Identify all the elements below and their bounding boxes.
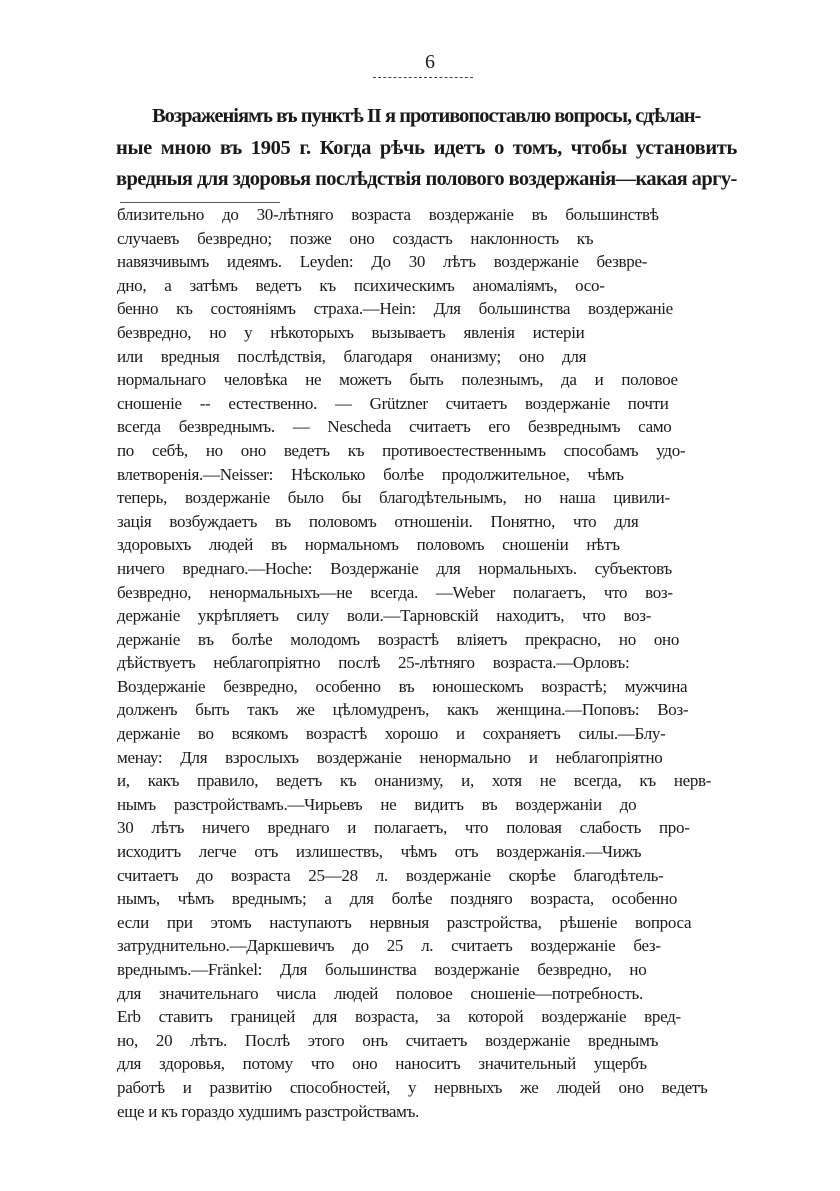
footnote-line: всегда безвреднымъ. — Nescheda считаетъ его безвреднымъ само xyxy=(117,417,672,437)
footnote-line: долженъ быть такъ же цѣломудренъ, какъ женщина.—Поповъ: Воз- xyxy=(117,700,689,720)
footnote-line: случаевъ безвредно; позже оно создастъ наклонность къ xyxy=(117,228,594,248)
footnote-line: держаніе укрѣпляетъ силу воли.—Тарновскій находитъ, что воз- xyxy=(117,606,652,626)
main-text-line: вредныя для здоровья послѣдствія полового воздержанія—какая аргу- xyxy=(116,168,737,190)
footnote-line: нымъ, чѣмъ вреднымъ; а для болѣе поздняго возраста, особенно xyxy=(117,889,678,909)
footnote-line: здоровыхъ людей въ нормальномъ половомъ сношеніи нѣтъ xyxy=(117,535,620,555)
footnote-line: или вредныя послѣдствія, благодаря онанизму; оно для xyxy=(117,346,587,366)
main-paragraph xyxy=(116,101,737,196)
footnote-line: теперь, воздержаніе было бы благодѣтельнымъ, но наша цивили- xyxy=(117,488,670,508)
footnote-line: зація возбуждаетъ въ половомъ отношеніи. Понятно, что для xyxy=(117,511,639,531)
footnote-line: для здоровья, потому что оно наноситъ значительный ущербъ xyxy=(117,1054,647,1074)
footnote-line: дѣйствуетъ неблагопріятно послѣ 25-лѣтняго возраста.—Орловъ: xyxy=(117,653,630,673)
page-number: 6 xyxy=(425,51,435,73)
footnote-line: безвредно, но у нѣкоторыхъ вызываетъ явленія истеріи xyxy=(117,322,585,342)
footnote-line: работѣ и развитію способностей, у нервныхъ же людей оно ведетъ xyxy=(117,1077,708,1097)
footnote-line: если при этомъ наступаютъ нервныя разстройства, рѣшеніе вопроса xyxy=(117,912,692,932)
footnote-line: держаніе во всякомъ возрастѣ хорошо и сохраняетъ силы.—Блу- xyxy=(117,724,666,744)
footnote-line: нымъ разстройствамъ.—Чирьевъ не видитъ въ воздержаніи до xyxy=(117,794,637,814)
footnote-line: затруднительно.—Даркшевичъ до 25 л. считаетъ воздержаніе без- xyxy=(117,936,661,956)
footnote-line: держаніе въ болѣе молодомъ возрастѣ вліяетъ прекрасно, но оно xyxy=(117,629,680,649)
page-number-rule xyxy=(373,77,473,78)
footnote-line: Воздержаніе безвредно, особенно въ юношескомъ возрастѣ; мужчина xyxy=(117,676,688,696)
main-text-line: Возраженіямъ въ пунктѣ II я противопоставлю вопросы, сдѣлан- xyxy=(152,105,701,127)
footnote-line: менау: Для взрослыхъ воздержаніе ненормально и неблагопріятно xyxy=(117,747,663,767)
footnote-line: влетворенія.—Neisser: Нѣсколько болѣе продолжительное, чѣмъ xyxy=(117,464,624,484)
footnote-line: Erb ставитъ границей для возраста, за которой воздержаніе вред- xyxy=(117,1007,681,1027)
footnote-line: 30 лѣтъ ничего вреднаго и полагаетъ, что половая слабость про- xyxy=(117,818,690,838)
footnote-line: и, какъ правило, ведетъ къ онанизму, и, хотя не всегда, къ нерв- xyxy=(117,771,712,791)
footnote-line: вреднымъ.—Fränkel: Для большинства воздержаніе безвредно, но xyxy=(117,960,647,979)
footnote-line: ничего вреднаго.—Hoche: Воздержаніе для нормальныхъ. субъектовъ xyxy=(117,558,672,578)
footnote-line: близительно до 30-лѣтняго возраста воздержаніе въ большинствѣ xyxy=(117,205,659,224)
footnote-line: по себѣ, но оно ведетъ къ противоестественнымъ способамъ удо- xyxy=(117,440,686,460)
footnote-line: бенно къ состояніямъ страха.—Hein: Для большинства воздержаніе xyxy=(117,299,673,319)
main-text-line: ные мною въ 1905 г. Когда рѣчь идетъ о томъ, чтобы установить xyxy=(116,136,737,159)
footnote-line: еще и къ гораздо худшимъ разстройствамъ. xyxy=(117,1101,420,1121)
footnote-line: нормальнаго человѣка не можетъ быть полезнымъ, да и половое xyxy=(117,370,678,390)
footnote-line: для значительнаго числа людей половое сношеніе—потребность. xyxy=(117,983,643,1003)
footnote-line: исходитъ легче отъ излишествъ, чѣмъ отъ воздержанія.—Чижъ xyxy=(117,842,642,862)
footnote-line: дно, а затѣмъ ведетъ къ психическимъ аномаліямъ, осо- xyxy=(117,275,605,295)
footnote-line: навязчивымъ идеямъ. Leyden: До 30 лѣтъ воздержаніе безвре- xyxy=(117,252,648,272)
footnote-line: считаетъ до возраста 25—28 л. воздержаніе скорѣе благодѣтель- xyxy=(117,865,664,885)
footnote-line: безвредно, ненормальныхъ—не всегда. —Weber полагаетъ, что воз- xyxy=(117,582,673,602)
footnote-line: сношеніе -- естественно. — Grützner считаетъ воздержаніе почти xyxy=(117,393,669,413)
footnote-line: но, 20 лѣтъ. Послѣ этого онъ считаетъ воздержаніе вреднымъ xyxy=(117,1030,659,1050)
footnote xyxy=(117,203,737,1123)
